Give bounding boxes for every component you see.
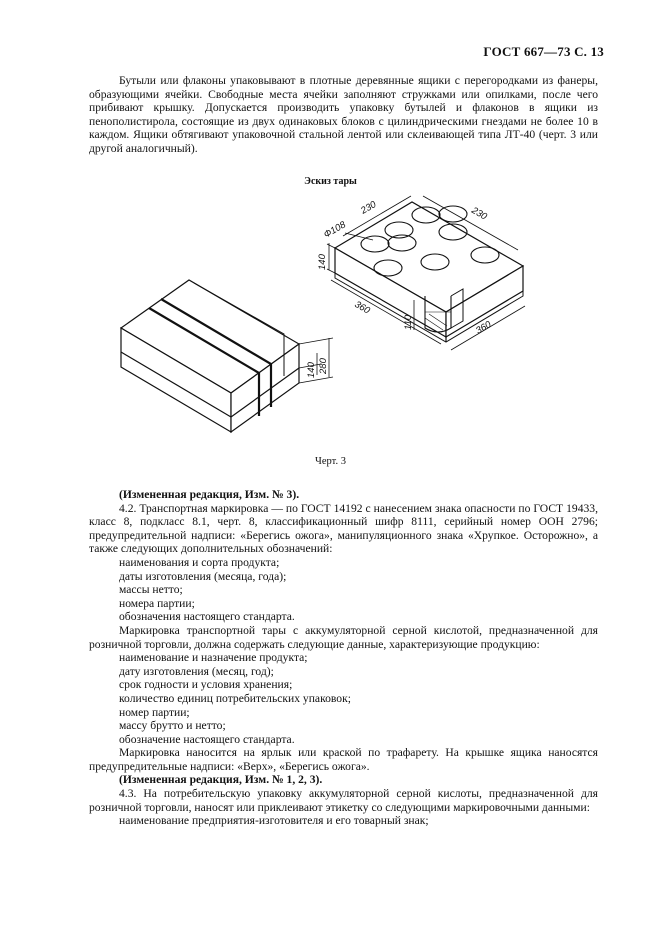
figure-title: Эскиз тары (304, 176, 357, 187)
dim-length-left: 360 (352, 299, 372, 317)
paragraph-retail: Маркировка транспортной тары с аккумуляторной серной кислотой, предназначенной для розничной торговли, должна содержать следующие данные, характеризующие продукцию: (89, 623, 598, 651)
marking-section (89, 488, 598, 828)
list2-item: количество единиц потребительских упаковок; (119, 691, 351, 705)
dim-total-height: 280 (318, 358, 329, 374)
list2-item: наименование и назначение продукта; (119, 651, 308, 665)
list2-item: дату изготовления (месяц, год); (119, 664, 274, 678)
dim-block-height: 140 (317, 254, 328, 270)
dim-hole-diameter: Ф108 (322, 219, 348, 241)
list1-item: массы нетто; (119, 583, 183, 597)
list1-item: наименования и сорта продукта; (119, 555, 280, 569)
paragraph-4-2: 4.2. Транспортная маркировка — по ГОСТ 14192 с нанесением знака опасности по ГОСТ 19433, класс 8, подкласс 8.1, черт. 8, классификационный шифр 8111, серийный номер ООН 2796; предупредительной надписи: «Берегись ожога», манипуляционного знака «Хрупкое. Осторожно», а также следующих дополнительных обозначений: (89, 501, 598, 556)
foam-block (335, 202, 523, 342)
paragraph-label: Маркировка наносится на ярлык или краской по трафарету. На крышке ящика наносятся предупредительные надписи: «Верх», «Берегись ожога». (89, 746, 598, 773)
figure-caption: Черт. 3 (315, 456, 346, 467)
list2-item: массу брутто и нетто; (119, 719, 226, 733)
list1-item: номера партии; (119, 596, 195, 610)
page-header: ГОСТ 667—73 С. 13 (483, 44, 604, 59)
list1-item: обозначения настоящего стандарта. (119, 610, 295, 624)
dim-length-right: 360 (474, 319, 494, 337)
intro-paragraph: Бутыли или флаконы упаковывают в плотные деревянные ящики с перегородками из фанеры, образующими ячейки. Свободные места ячейки заполняют стружками или опилками, после чего прибивают крышку. Допускается производить упаковку бутылей и флаконов в ящики из пенополистирола, состоящие из двух одинаковых блоков с цилиндрическими гнездами не более 10 в каждом. Ящики обтягивают упаковочной стальной лентой или склеивающей типа ЛТ-40 (черт. 3 или другой аналогичный). (89, 74, 598, 155)
paragraph-4-3-item: наименование предприятия-изготовителя и его товарный знак; (119, 814, 429, 828)
change-note-2: (Измененная редакция, Изм. № 1, 2, 3). (119, 773, 323, 787)
list1-item: даты изготовления (месяца, года); (119, 569, 287, 583)
closed-box (121, 280, 299, 432)
packaging-drawing (105, 188, 565, 458)
change-note-1: (Измененная редакция, Изм. № 3). (119, 488, 300, 501)
dim-top-width-right: 230 (469, 205, 489, 223)
dim-inner-height: 110 (403, 314, 414, 330)
list2-item: номер партии; (119, 705, 190, 719)
packaging-sketch (105, 188, 565, 458)
list2-item: срок годности и условия хранения; (119, 678, 293, 692)
dim-top-width-left: 230 (359, 199, 379, 217)
list2-item: обозначение настоящего стандарта. (119, 732, 295, 746)
paragraph-4-3: 4.3. На потребительскую упаковку аккумуляторной серной кислоты, предназначенной для розничной торговли, наносят или приклеивают этикетку со следующими маркировочными данными: (89, 787, 598, 814)
dim-half-height: 140 (306, 362, 317, 378)
intro-section (89, 74, 598, 156)
